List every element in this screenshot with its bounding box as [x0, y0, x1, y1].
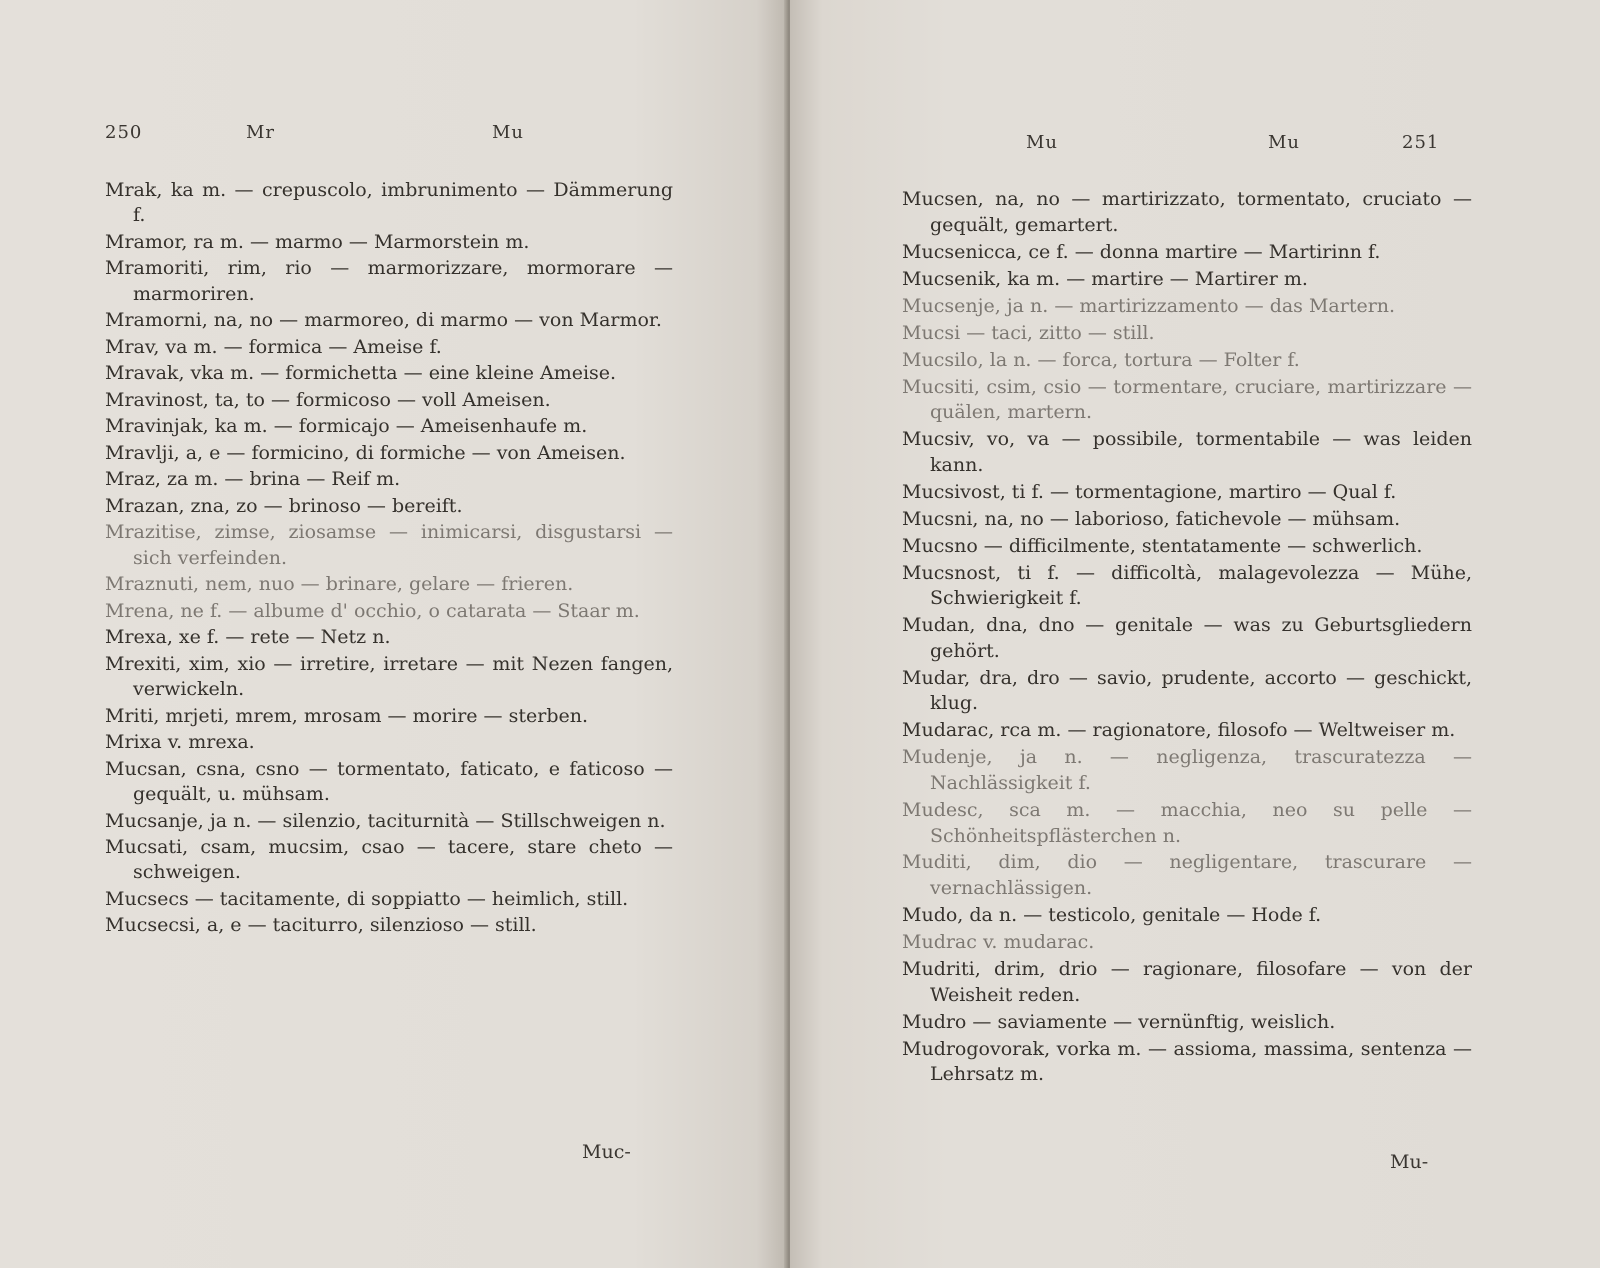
dictionary-entry: Mucsan, csna, csno — tormentato, faticato, e faticoso — gequält, u. mühsam. [105, 757, 673, 806]
dictionary-entry: Mraznuti, nem, nuo — brinare, gelare — frieren. [105, 573, 574, 596]
page-number: 251 [1402, 132, 1440, 153]
dictionary-entry: Mudesc, sca m. — macchia, neo su pelle — Schönheitspflästerchen n. [902, 798, 1472, 847]
dictionary-entry: Mucsenicca, ce f. — donna martire — Martirinn f. [902, 240, 1381, 263]
dictionary-entry: Mrena, ne f. — albume d' occhio, o catarata — Staar m. [105, 599, 640, 622]
dictionary-entry: Mraz, za m. — brina — Reif m. [105, 468, 401, 491]
dictionary-entry: Mrazan, zna, zo — brinoso — bereift. [105, 494, 463, 517]
dictionary-entry: Mucsnost, ti f. — difficoltà, malagevolezza — Mühe, Schwierigkeit f. [902, 561, 1472, 610]
catchword: Muc- [582, 1141, 631, 1163]
dictionary-entry: Mucsecsi, a, e — taciturro, silenzioso — still. [105, 914, 537, 937]
entry-list [902, 187, 1472, 1089]
dictionary-entry: Mudarac, rca m. — ragionatore, filosofo — Weltweiser m. [902, 719, 1456, 742]
dictionary-entry: Mravinjak, ka m. — formicajo — Ameisenhaufe m. [105, 415, 588, 438]
dictionary-entry: Mucsilo, la n. — forca, tortura — Folter f. [902, 348, 1300, 371]
dictionary-entry: Mrixa v. mrexa. [105, 731, 255, 754]
dictionary-entry: Mravinost, ta, to — formicoso — voll Ameisen. [105, 388, 551, 411]
dictionary-entry: Mravlji, a, e — formicino, di formiche — von Ameisen. [105, 441, 626, 464]
catchword: Mu- [1390, 1151, 1429, 1173]
dictionary-entry: Mramorni, na, no — marmoreo, di marmo — von Marmor. [105, 309, 662, 332]
right-page [790, 0, 1600, 1268]
left-page [0, 0, 788, 1268]
dictionary-entry: Mudan, dna, dno — genitale — was zu Geburtsgliedern gehört. [902, 614, 1472, 662]
dictionary-entry: Mucsati, csam, mucsim, csao — tacere, stare cheto — schweigen. [105, 836, 673, 884]
dictionary-entry: Mudriti, drim, drio — ragionare, filosofare — von der Weisheit reden. [902, 958, 1472, 1006]
dictionary-entry: Mudrac v. mudarac. [902, 931, 1095, 954]
running-head-right: Mu [492, 122, 525, 143]
page-number: 250 [105, 122, 143, 143]
dictionary-entry: Mucsi — taci, zitto — still. [902, 321, 1155, 344]
dictionary-entry: Mucsecs — tacitamente, di soppiatto — heimlich, still. [105, 887, 629, 910]
running-head-left: Mu [1026, 132, 1059, 153]
dictionary-entry: Mucsiti, csim, csio — tormentare, cruciare, martirizzare — quälen, martern. [902, 375, 1472, 424]
dictionary-entry: Mramoriti, rim, rio — marmorizzare, mormorare — marmoriren. [105, 257, 673, 305]
dictionary-entry: Mucsenje, ja n. — martirizzamento — das Martern. [902, 294, 1396, 317]
dictionary-entry: Mudar, dra, dro — savio, prudente, accorto — geschickt, klug. [902, 666, 1472, 715]
dictionary-entry: Mramor, ra m. — marmo — Marmorstein m. [105, 230, 530, 253]
dictionary-entry: Mrexa, xe f. — rete — Netz n. [105, 626, 391, 649]
dictionary-entry: Mrak, ka m. — crepuscolo, imbrunimento — Dämmerung f. [105, 179, 673, 227]
dictionary-entry: Mudo, da n. — testicolo, genitale — Hode f. [902, 904, 1322, 927]
running-head-right: Mu [1268, 132, 1301, 153]
dictionary-entry: Mucsiv, vo, va — possibile, tormentabile — was leiden kann. [902, 428, 1472, 476]
dictionary-entry: Mucsen, na, no — martirizzato, tormentato, cruciato — gequält, gemartert. [902, 188, 1472, 236]
dictionary-entry: Mravak, vka m. — formichetta — eine kleine Ameise. [105, 362, 617, 385]
dictionary-entry: Mrexiti, xim, xio — irretire, irretare — mit Nezen fangen, verwickeln. [105, 652, 673, 701]
dictionary-entry: Mucsni, na, no — laborioso, fatichevole — mühsam. [902, 507, 1401, 530]
dictionary-entry: Muditi, dim, dio — negligentare, trascurare — vernachlässigen. [902, 851, 1472, 900]
dictionary-entry: Mudro — saviamente — vernünftig, weislich. [902, 1010, 1336, 1033]
dictionary-entry: Mrazitise, zimse, ziosamse — inimicarsi, disgustarsi — sich verfeinden. [105, 521, 673, 569]
running-head-left: Mr [246, 122, 276, 143]
dictionary-entry: Mrav, va m. — formica — Ameise f. [105, 335, 442, 358]
dictionary-entry: Mucsanje, ja n. — silenzio, taciturnità — Stillschweigen n. [105, 809, 666, 832]
dictionary-entry: Mucsno — difficilmente, stentatamente — schwerlich. [902, 534, 1423, 557]
dictionary-entry: Mriti, mrjeti, mrem, mrosam — morire — sterben. [105, 704, 588, 727]
dictionary-entry: Mucsivost, ti f. — tormentagione, martiro — Qual f. [902, 480, 1397, 503]
dictionary-entry: Mudenje, ja n. — negligenza, trascuratezza — Nachlässigkeit f. [902, 746, 1472, 794]
dictionary-entry: Mucsenik, ka m. — martire — Martirer m. [902, 267, 1308, 290]
dictionary-entry: Mudrogovorak, vorka m. — assioma, massima, sentenza — Lehrsatz m. [902, 1037, 1472, 1086]
entry-list [105, 178, 673, 940]
